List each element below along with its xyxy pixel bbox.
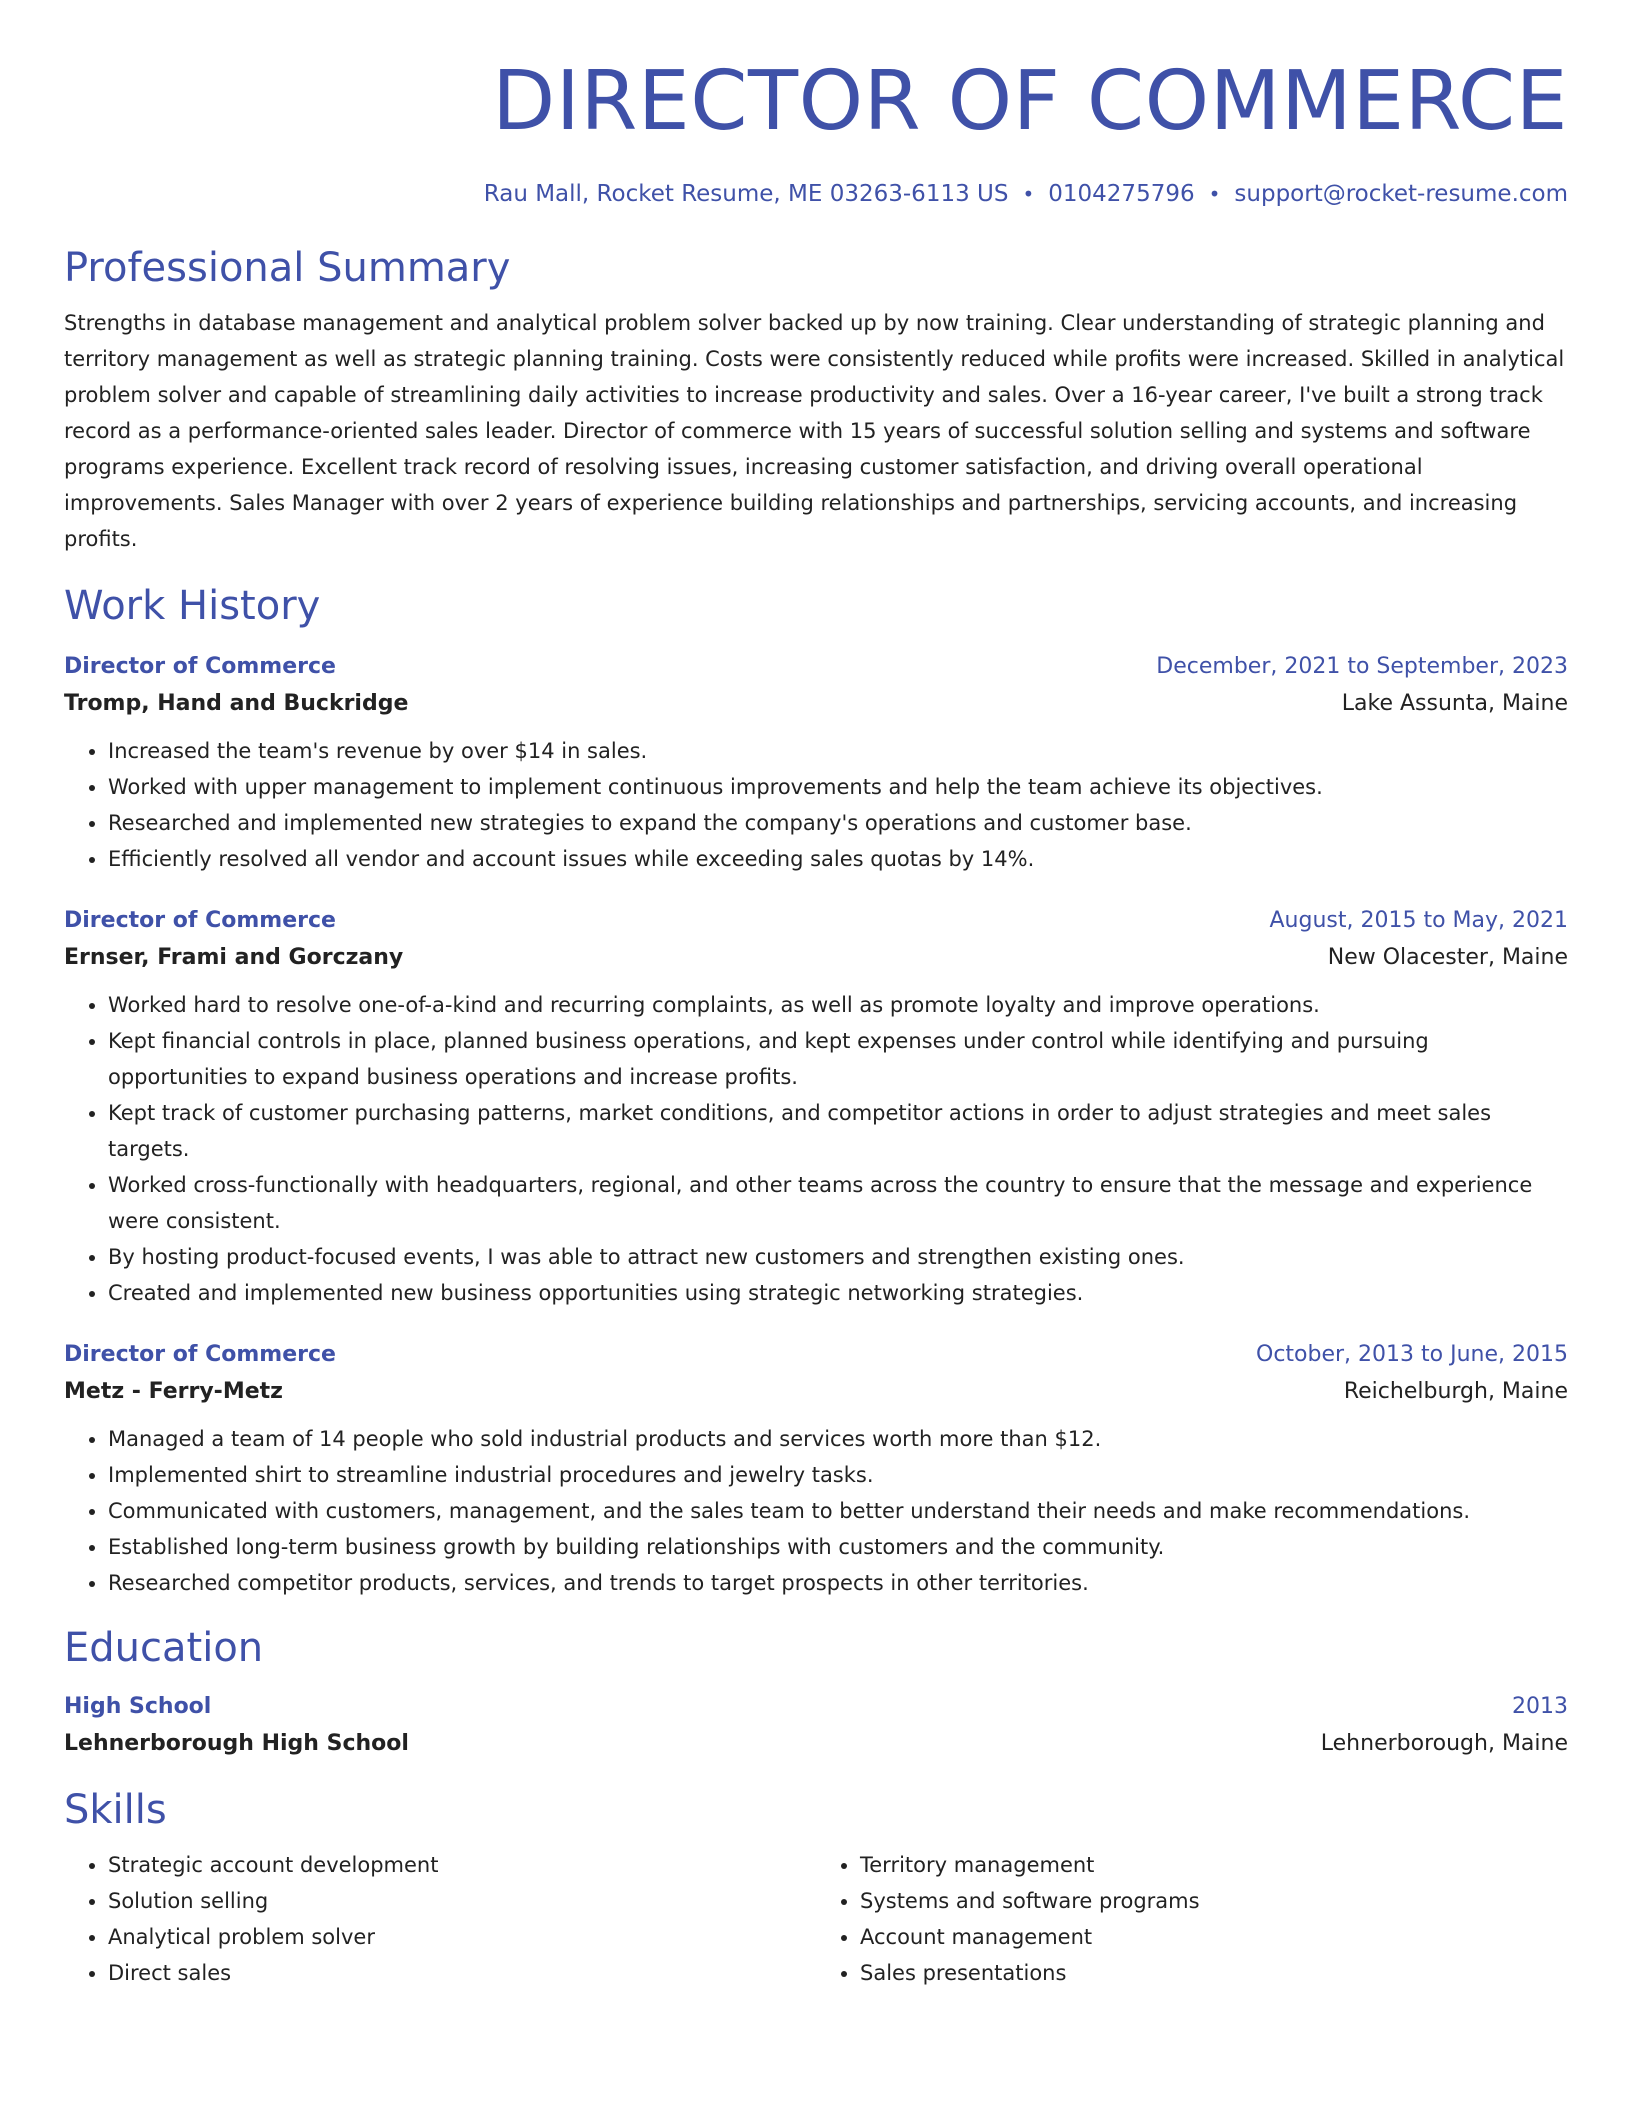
contact-phone: 0104275796 — [1048, 181, 1195, 207]
job-bullet: • Kept financial controls in place, planned business operations, and kept expenses under control while identifying and pursuing opportunities to expand business operations and increase profits. — [108, 1023, 1568, 1095]
job-dates: August, 2015 to May, 2021 — [1269, 908, 1568, 933]
job-company: Tromp, Hand and Buckridge — [64, 691, 409, 716]
education-entry — [64, 1689, 1568, 1763]
job-bullet: • Increased the team's revenue by over $14 in sales. — [108, 733, 1568, 769]
skill-item: • Strategic account development — [108, 1847, 816, 1883]
job-bullet: • Managed a team of 14 people who sold industrial products and services worth more than $12. — [108, 1421, 1568, 1457]
summary-heading: Professional Summary — [64, 245, 511, 291]
job-location: Reichelburgh, Maine — [1343, 1379, 1568, 1404]
education-year: 2013 — [1512, 1694, 1568, 1719]
job-dates: December, 2021 to September, 2023 — [1156, 654, 1568, 679]
job-role: Director of Commerce — [64, 908, 336, 933]
job-bullet: • Worked hard to resolve one-of-a-kind and recurring complaints, as well as promote loyalty and improve operations. — [108, 987, 1568, 1023]
skill-item: • Solution selling — [108, 1883, 816, 1919]
contact-separator: • — [1022, 182, 1035, 206]
skill-item: • Analytical problem solver — [108, 1919, 816, 1955]
job-bullet: • Established long-term business growth by building relationships with customers and the community. — [108, 1529, 1568, 1565]
education-location: Lehnerborough, Maine — [1320, 1731, 1568, 1756]
skill-item: • Sales presentations — [860, 1955, 1568, 1991]
skills-list — [64, 1847, 1568, 1991]
job-company: Ernser, Frami and Gorczany — [64, 945, 404, 970]
job-bullet: • Worked cross-functionally with headquarters, regional, and other teams across the country to ensure that the message and experience were consistent. — [108, 1167, 1568, 1239]
job-entry — [64, 649, 1568, 877]
job-bullet: • Worked with upper management to implement continuous improvements and help the team achieve its objectives. — [108, 769, 1568, 805]
job-bullet: • Researched competitor products, services, and trends to target prospects in other territories. — [108, 1565, 1568, 1601]
contact-line — [64, 179, 1568, 209]
job-bullet: • Created and implemented new business opportunities using strategic networking strategies. — [108, 1275, 1568, 1311]
job-role: Director of Commerce — [64, 654, 336, 679]
skill-item: • Account management — [860, 1919, 1568, 1955]
contact-address: Rau Mall, Rocket Resume, ME 03263-6113 US — [483, 181, 1009, 207]
skill-item: • Direct sales — [108, 1955, 816, 1991]
job-bullets — [64, 987, 1568, 1311]
skill-item: • Systems and software programs — [860, 1883, 1568, 1919]
education-school: Lehnerborough High School — [64, 1731, 409, 1756]
skills-column-left — [64, 1847, 816, 1991]
job-entry — [64, 1337, 1568, 1601]
summary-text: Strengths in database management and analytical problem solver backed up by now training. Clear understanding of strategic planning and territory management as well as strategic planning training. Costs were consistently reduced while profits were increased. Skilled in analytical problem solver and capable of streamlining daily activities to increase productivity and sales. Over a 16-year career, I've built a strong track record as a performance-oriented sales leader. Director of commerce with 15 years of successful solution selling and systems and software programs experience. Excellent track record of resolving issues, increasing customer satisfaction, and driving overall operational improvements. Sales Manager with over 2 years of experience building relationships and partnerships, servicing accounts, and increasing profits. — [64, 311, 1565, 551]
education-heading: Education — [64, 1625, 264, 1671]
job-dates: October, 2013 to June, 2015 — [1256, 1342, 1568, 1367]
job-bullet: • Efficiently resolved all vendor and account issues while exceeding sales quotas by 14%. — [108, 841, 1568, 877]
education-degree: High School — [64, 1694, 212, 1719]
job-role: Director of Commerce — [64, 1342, 336, 1367]
contact-separator: • — [1208, 182, 1221, 206]
resume-name: DIRECTOR OF COMMERCE — [492, 54, 1568, 149]
job-bullet: • Communicated with customers, management, and the sales team to better understand their needs and make recommendations. — [108, 1493, 1568, 1529]
job-bullet: • Implemented shirt to streamline industrial procedures and jewelry tasks. — [108, 1457, 1568, 1493]
job-location: Lake Assunta, Maine — [1341, 691, 1568, 716]
job-bullets — [64, 1421, 1568, 1601]
contact-email: support@rocket-resume.com — [1234, 181, 1568, 207]
job-bullet: • By hosting product-focused events, I was able to attract new customers and strengthen existing ones. — [108, 1239, 1568, 1275]
work-history-heading: Work History — [64, 583, 321, 629]
skill-item: • Territory management — [860, 1847, 1568, 1883]
job-location: New Olacester, Maine — [1327, 945, 1568, 970]
job-company: Metz - Ferry-Metz — [64, 1379, 283, 1404]
job-bullet: • Researched and implemented new strategies to expand the company's operations and customer base. — [108, 805, 1568, 841]
job-bullets — [64, 733, 1568, 877]
job-entry — [64, 903, 1568, 1311]
job-bullet: • Kept track of customer purchasing patterns, market conditions, and competitor actions in order to adjust strategies and meet sales targets. — [108, 1095, 1568, 1167]
skills-column-right — [816, 1847, 1568, 1991]
skills-heading: Skills — [64, 1787, 167, 1833]
